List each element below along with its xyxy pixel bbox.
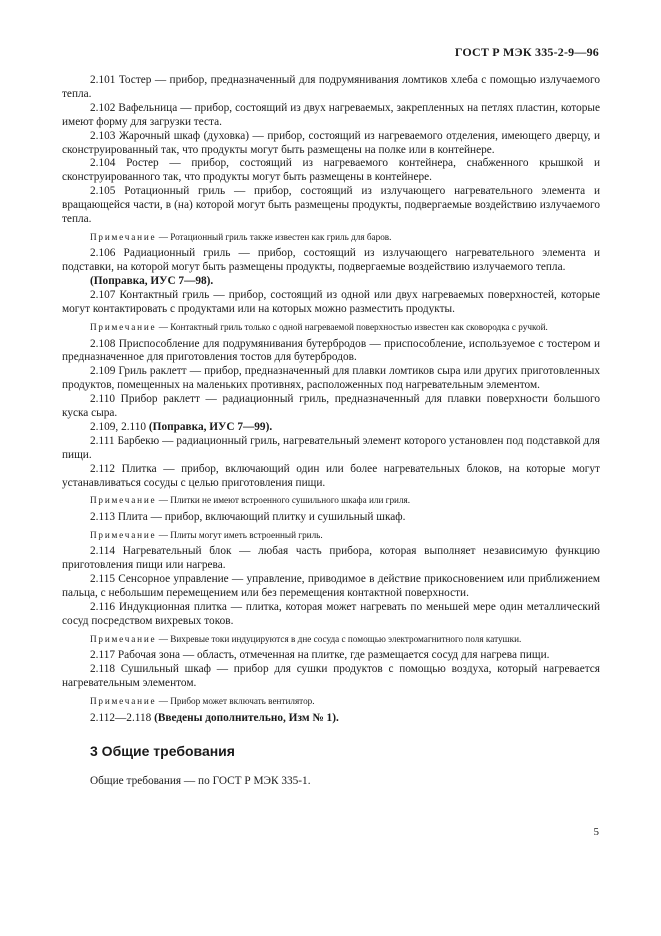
- note: [62, 494, 600, 507]
- note-label: Примечание: [90, 322, 157, 332]
- paragraph: 2.112 Плитка — прибор, включающий один или более нагревательных блоков, на которые могут устанавливаться сосуды с целью приготовления пищи.: [62, 462, 600, 489]
- note-text: — Контактный гриль только с одной нагреваемой поверхностью известен как сковородка с ручкой.: [156, 322, 548, 332]
- amendment-note: [62, 275, 600, 289]
- note: [62, 231, 600, 244]
- paragraph: 2.107 Контактный гриль — прибор, состоящий из одной или двух нагреваемых поверхностей, которые могут контактировать с продуктами или на которых можно разместить продукты.: [62, 289, 600, 316]
- note-text: — Вихревые токи индуцируются в дне сосуда с помощью электромагнитного поля катушки.: [156, 633, 522, 644]
- amendment-ref: 2.109, 2.110: [90, 420, 149, 433]
- amendment-ref: 2.112—2.118: [90, 711, 155, 724]
- paragraph: 2.103 Жарочный шкаф (духовка) — прибор, состоящий из нагреваемого отделения, имеющего дверцу, и сконструированный так, что продукты могут быть размещены на полке или в контейнере.: [62, 129, 600, 156]
- paragraph: 2.114 Нагревательный блок — любая часть прибора, которая выполняет независимую функцию приготовления пищи или нагрева.: [62, 545, 600, 572]
- paragraph: 2.116 Индукционная плитка — плитка, которая может нагревать по меньшей мере один металлический сосуд посредством вихревых токов.: [62, 601, 600, 627]
- document-body: [62, 74, 600, 789]
- paragraph: 2.111 Барбекю — радиационный гриль, нагревательный элемент которого установлен под подставкой для пищи.: [62, 434, 600, 461]
- note-text: — Плитки не имеют встроенного сушильного шкафа или гриля.: [156, 495, 411, 506]
- amendment-text: (Поправка, ИУС 7—99).: [148, 420, 273, 433]
- note: [62, 633, 600, 646]
- section-text: Общие требования — по ГОСТ Р МЭК 335-1.: [90, 775, 311, 788]
- paragraph: 2.115 Сенсорное управление — управление, приводимое в действие прикосновением или приближением пальца, с небольшим перемещением или без перемещения контактной поверхности.: [62, 573, 600, 600]
- amendment-text: (Введены дополнительно, Изм № 1).: [154, 711, 339, 724]
- note-label: Примечание: [90, 495, 157, 506]
- paragraph: 2.108 Приспособление для подрумянивания бутербродов — приспособление, используемое с тостером и предназначенное для приготовления тостов для бутербродов.: [62, 337, 600, 364]
- paragraph: 2.110 Прибор раклетт — радиационный гриль, предназначенный для плавки поверхности большого куска сыра.: [62, 393, 600, 420]
- note-label: Примечание: [90, 696, 157, 707]
- page-number: 5: [593, 826, 599, 838]
- paragraph: 2.105 Ротационный гриль — прибор, состоящий из излучающего нагревательного элемента и вращающейся части, в (на) которой могут быть размещены продукты, подвергаемые воздействию излучаемого тепла.: [62, 185, 600, 226]
- paragraph: 2.102 Вафельница — прибор, состоящий из двух нагреваемых, закрепленных на петлях пластин, которые имеют форму для загрузки теста.: [62, 101, 600, 128]
- section-heading: 3 Общие требования: [90, 743, 235, 760]
- amendment-note: [62, 712, 600, 726]
- paragraph: 2.117 Рабочая зона — область, отмеченная на плитке, где размещается сосуд для нагрева пищи.: [90, 649, 550, 662]
- amendment-text: (Поправка, ИУС 7—98).: [90, 275, 214, 288]
- note-label: Примечание: [90, 231, 157, 242]
- note: [62, 321, 600, 334]
- paragraph: 2.101 Тостер — прибор, предназначенный для подрумянивания ломтиков хлеба с помощью излучаемого тепла.: [62, 74, 600, 100]
- paragraph: 2.104 Ростер — прибор, состоящий из нагреваемого контейнера, снабженного крышкой и сконструированного так, что продукты могут быть размещены в контейнере.: [62, 157, 600, 184]
- amendment-note: [62, 421, 600, 435]
- note: [62, 529, 600, 542]
- note-text: — Плиты могут иметь встроенный гриль.: [156, 529, 323, 540]
- note-text: — Ротационный гриль также известен как гриль для баров.: [156, 231, 392, 242]
- paragraph: 2.118 Сушильный шкаф — прибор для сушки продуктов с помощью воздуха, который нагревается нагревательным элементом.: [62, 663, 600, 690]
- note-text: — Прибор может включать вентилятор.: [156, 696, 315, 707]
- paragraph: 2.106 Радиационный гриль — прибор, состоящий из излучающего нагревательного элемента и подставки, на которой могут быть размещены продукты, подвергаемые воздействию излучаемого тепла.: [62, 247, 600, 274]
- note-label: Примечание: [90, 633, 157, 644]
- paragraph: 2.113 Плита — прибор, включающий плитку и сушильный шкаф.: [90, 510, 406, 523]
- note-label: Примечание: [90, 529, 157, 540]
- paragraph: 2.109 Гриль раклетт — прибор, предназначенный для плавки ломтиков сыра или других приготовленных продуктов, помещенных на маленьких противнях, расположенных под нагревательным элементом.: [62, 365, 600, 392]
- document-header: ГОСТ Р МЭК 335-2-9—96: [454, 45, 599, 59]
- note: [62, 695, 600, 708]
